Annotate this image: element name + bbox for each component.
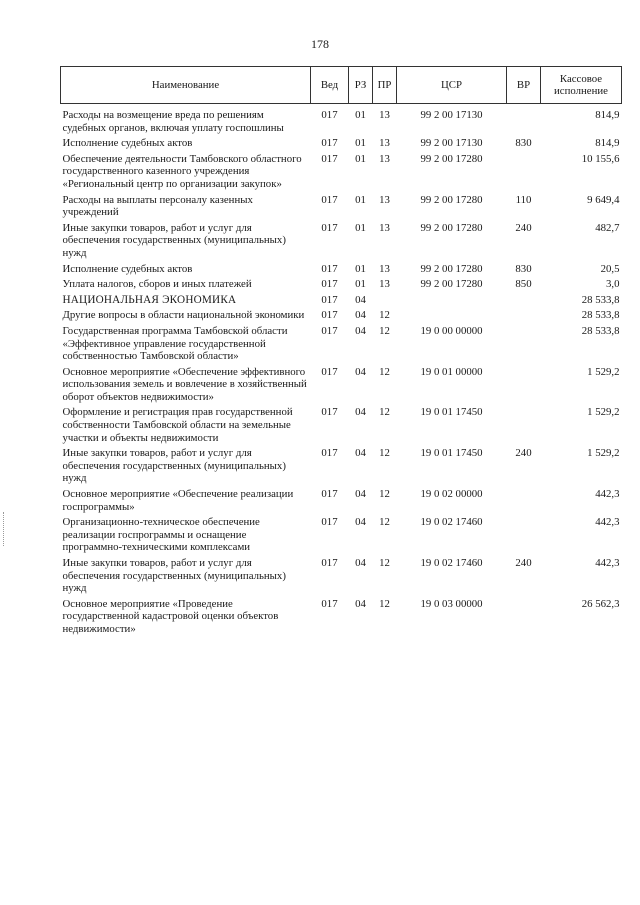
row-amount: 26 562,3 xyxy=(581,597,620,610)
row-name: Организационно-техническое обеспечение реализации госпрограммы и оснащение программно-техническими комплексами xyxy=(62,516,260,554)
row-amount: 3,0 xyxy=(606,278,620,291)
row-rz: 01 xyxy=(355,221,366,234)
row-rz: 04 xyxy=(355,293,366,306)
row-name: Основное мероприятие «Обеспечение эффективного использования земель и вовлечение в хозяйственный оборот объектов недвижимости» xyxy=(62,365,307,403)
row-ved: 017 xyxy=(321,406,338,419)
table-row xyxy=(61,263,622,279)
row-amount: 20,5 xyxy=(600,262,620,275)
table-row xyxy=(61,366,622,407)
row-name: Основное мероприятие «Проведение государственной кадастровой оценки объектов недвижимости» xyxy=(62,597,279,635)
row-rz: 04 xyxy=(355,406,366,419)
row-amount: 9 649,4 xyxy=(587,193,620,206)
row-name: Государственная программа Тамбовской области «Эффективное управление государственной собственностью Тамбовской области» xyxy=(62,324,288,363)
table-row xyxy=(61,488,622,516)
row-amount: 1 529,2 xyxy=(587,406,620,419)
row-pr: 13 xyxy=(379,278,390,291)
column-header-rz: РЗ xyxy=(349,67,373,104)
row-amount: 1 529,2 xyxy=(587,447,620,460)
table-row xyxy=(61,153,622,194)
row-amount: 814,9 xyxy=(595,137,620,150)
margin-scan-mark xyxy=(3,512,7,546)
budget-execution-table xyxy=(60,66,622,639)
row-csr: 99 2 00 17130 xyxy=(420,109,483,121)
row-pr: 12 xyxy=(379,488,390,501)
row-amount: 814,9 xyxy=(595,109,620,121)
row-name: Оформление и регистрация прав государственной собственности Тамбовской области на земельные участки и объекты недвижимости xyxy=(62,406,293,444)
row-rz: 04 xyxy=(355,365,366,378)
row-csr: 99 2 00 17280 xyxy=(420,221,483,234)
row-amount: 482,7 xyxy=(595,221,620,234)
row-vr: 240 xyxy=(515,221,532,234)
row-amount: 442,3 xyxy=(595,488,620,501)
row-amount: 28 533,8 xyxy=(581,293,620,306)
row-ved: 017 xyxy=(321,137,338,150)
row-amount: 10 155,6 xyxy=(581,152,620,165)
row-csr: 99 2 00 17280 xyxy=(420,193,483,206)
row-pr: 12 xyxy=(379,309,390,322)
row-pr: 12 xyxy=(379,406,390,419)
column-header-pr: ПР xyxy=(373,67,397,104)
row-csr: 19 0 02 17460 xyxy=(420,557,483,569)
row-rz: 01 xyxy=(355,193,366,206)
row-vr: 110 xyxy=(515,193,532,206)
row-name: Исполнение судебных актов xyxy=(62,262,193,275)
row-ved: 017 xyxy=(321,262,338,275)
row-name: Исполнение судебных актов xyxy=(62,137,193,150)
row-rz: 01 xyxy=(355,152,366,165)
row-name: Уплата налогов, сборов и иных платежей xyxy=(62,278,252,291)
row-pr: 13 xyxy=(379,193,390,206)
row-name: Иные закупки товаров, работ и услуг для обеспечения государственных (муниципальных) нужд xyxy=(62,447,286,485)
row-rz: 04 xyxy=(355,557,366,569)
row-name: Расходы на выплаты персоналу казенных учреждений xyxy=(62,193,253,219)
row-csr: 19 0 02 00000 xyxy=(420,488,483,501)
row-name: Иные закупки товаров, работ и услуг для обеспечения государственных (муниципальных) нужд xyxy=(62,557,286,595)
column-header-name: Наименование xyxy=(61,67,311,104)
row-ved: 017 xyxy=(321,309,338,322)
row-vr: 240 xyxy=(515,557,532,569)
row-ved: 017 xyxy=(321,488,338,501)
column-header-amount: Кассовое исполнение xyxy=(541,67,622,104)
row-ved: 017 xyxy=(321,597,338,610)
table-row xyxy=(61,137,622,153)
row-rz: 04 xyxy=(355,488,366,501)
row-csr: 99 2 00 17280 xyxy=(420,278,483,291)
row-name: Основное мероприятие «Обеспечение реализации госпрограммы» xyxy=(62,488,294,513)
row-rz: 01 xyxy=(355,137,366,150)
row-pr: 13 xyxy=(379,221,390,234)
row-ved: 017 xyxy=(321,516,338,529)
row-csr: 99 2 00 17130 xyxy=(420,137,483,150)
row-vr xyxy=(507,598,541,639)
row-csr: 19 0 00 00000 xyxy=(420,324,483,337)
row-ved: 017 xyxy=(321,447,338,460)
row-csr: 19 0 01 17450 xyxy=(420,406,483,419)
row-csr: 19 0 01 17450 xyxy=(420,447,483,460)
row-pr: 12 xyxy=(379,516,390,529)
column-header-csr: ЦСР xyxy=(397,67,507,104)
row-amount: 442,3 xyxy=(595,516,620,529)
row-pr: 12 xyxy=(379,324,390,337)
row-name: Иные закупки товаров, работ и услуг для обеспечения государственных (муниципальных) нужд xyxy=(62,221,286,259)
row-pr: 13 xyxy=(379,109,390,121)
row-amount: 28 533,8 xyxy=(581,324,620,337)
row-csr: 99 2 00 17280 xyxy=(420,152,483,165)
row-amount: 442,3 xyxy=(595,557,620,569)
table-row xyxy=(61,598,622,639)
table-row xyxy=(61,447,622,488)
table-row xyxy=(61,325,622,366)
column-header-vr: ВР xyxy=(507,67,541,104)
row-ved: 017 xyxy=(321,152,338,165)
row-rz: 04 xyxy=(355,516,366,529)
table-row xyxy=(61,104,622,138)
table-row xyxy=(61,516,622,557)
row-pr: 12 xyxy=(379,365,390,378)
row-ved: 017 xyxy=(321,324,338,337)
row-ved: 017 xyxy=(321,193,338,206)
row-pr: 13 xyxy=(379,262,390,275)
row-vr xyxy=(507,153,541,194)
row-amount: 28 533,8 xyxy=(581,309,620,322)
row-pr: 12 xyxy=(379,557,390,569)
row-pr xyxy=(373,294,397,310)
row-rz: 04 xyxy=(355,309,366,322)
row-vr xyxy=(507,294,541,310)
table-row xyxy=(61,557,622,598)
page-number: 178 xyxy=(311,37,329,51)
row-rz: 01 xyxy=(355,109,366,121)
row-csr: 99 2 00 17280 xyxy=(420,262,483,275)
row-ved: 017 xyxy=(321,221,338,234)
row-vr xyxy=(507,309,541,325)
row-ved: 017 xyxy=(321,293,338,306)
row-amount: 1 529,2 xyxy=(587,365,620,378)
row-pr: 12 xyxy=(379,447,390,460)
row-vr: 240 xyxy=(515,447,532,460)
row-vr xyxy=(507,406,541,447)
row-csr xyxy=(397,309,507,325)
row-pr: 13 xyxy=(379,137,390,150)
table-row xyxy=(61,194,622,222)
table-row-section xyxy=(61,294,622,310)
row-ved: 017 xyxy=(321,109,338,121)
row-vr: 830 xyxy=(515,137,532,150)
row-vr: 830 xyxy=(515,262,532,275)
row-ved: 017 xyxy=(321,278,338,291)
row-csr: 19 0 03 00000 xyxy=(420,597,483,610)
row-rz: 04 xyxy=(355,324,366,337)
row-rz: 04 xyxy=(355,597,366,610)
row-pr: 12 xyxy=(379,597,390,610)
row-pr: 13 xyxy=(379,152,390,165)
row-rz: 01 xyxy=(355,262,366,275)
row-vr xyxy=(507,325,541,366)
row-name: Обеспечение деятельности Тамбовского областного государственного казенного учреждения «Региональный центр по организации закупок» xyxy=(62,152,302,190)
row-vr xyxy=(507,366,541,407)
row-csr xyxy=(397,294,507,310)
row-vr xyxy=(507,516,541,557)
table-row xyxy=(61,406,622,447)
table-row xyxy=(61,278,622,294)
row-vr xyxy=(507,488,541,516)
row-rz: 01 xyxy=(355,278,366,291)
table-row xyxy=(61,309,622,325)
row-csr: 19 0 02 17460 xyxy=(420,516,483,529)
table-row xyxy=(61,222,622,263)
row-vr xyxy=(507,104,541,138)
row-csr: 19 0 01 00000 xyxy=(420,365,483,378)
row-ved: 017 xyxy=(321,365,338,378)
table-header-row xyxy=(61,67,622,104)
row-name: Другие вопросы в области национальной экономики xyxy=(62,309,305,322)
column-header-ved: Вед xyxy=(311,67,349,104)
row-name: НАЦИОНАЛЬНАЯ ЭКОНОМИКА xyxy=(62,293,237,306)
row-ved: 017 xyxy=(321,557,338,569)
row-vr: 850 xyxy=(515,278,532,291)
row-name: Расходы на возмещение вреда по решениям судебных органов, включая уплату госпошлины xyxy=(62,109,284,134)
row-rz: 04 xyxy=(355,447,366,460)
